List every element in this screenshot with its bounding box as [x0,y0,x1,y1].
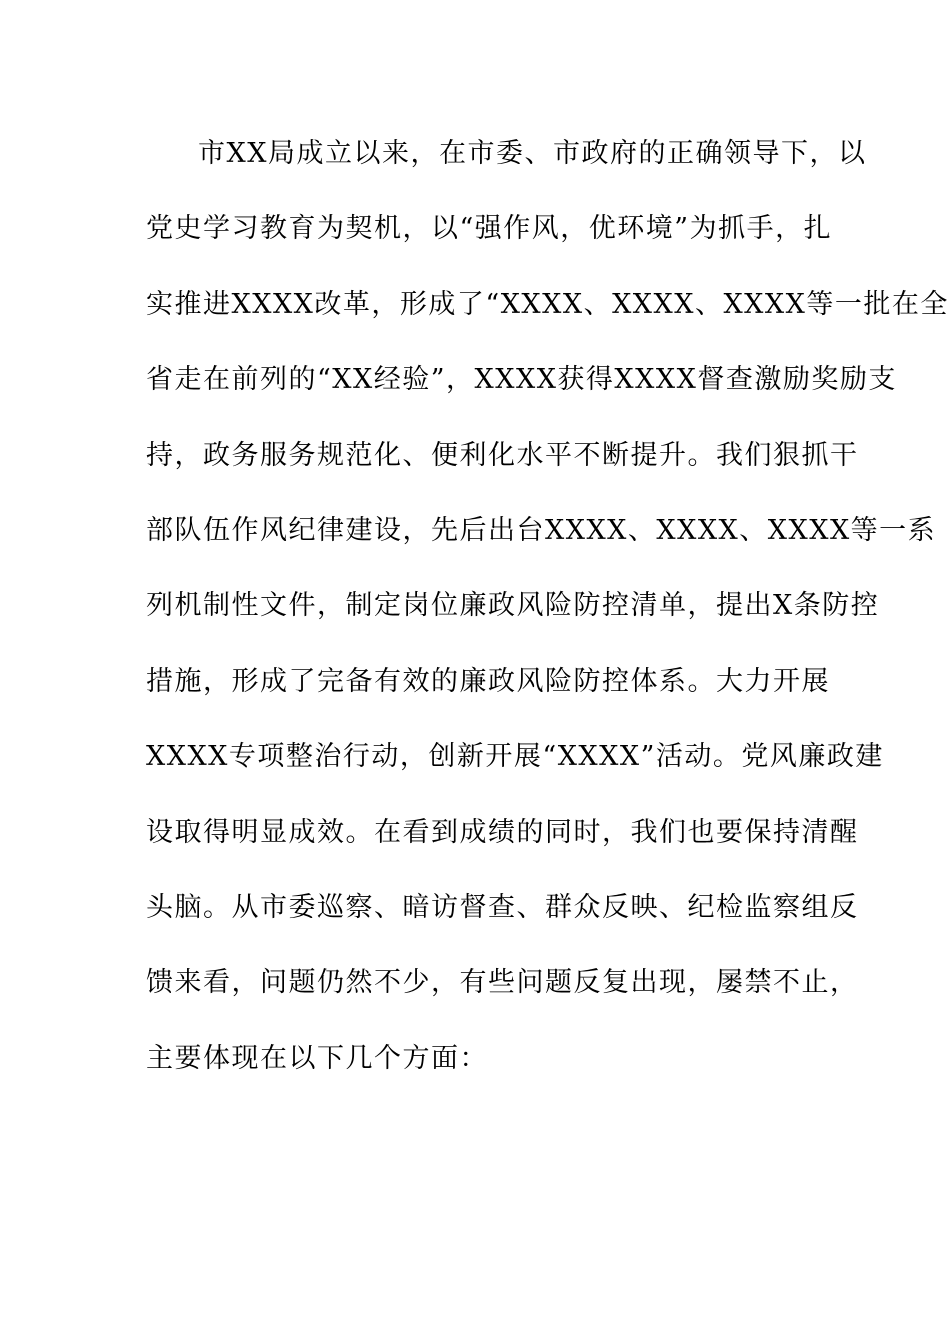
paragraph-line: 市XX局成立以来，在市委、市政府的正确领导下，以 [198,138,867,169]
paragraph-line: 列机制性文件，制定岗位廉政风险防控清单，提出X条防控 [146,590,880,622]
paragraph-line: 党史学习教育为契机，以“强作风，优环境”为抓手，扎 [146,213,833,245]
paragraph-line: 省走在前列的“XX经验”，XXXX获得XXXX督查激励奖励支 [146,364,897,396]
paragraph-line: 主要体现在以下几个方面： [146,1042,488,1074]
paragraph-line: 部队伍作风纪律建设，先后出台XXXX、XXXX、XXXX等一系 [146,514,937,546]
paragraph-line: 馈来看，问题仍然不少，有些问题反复出现，屡禁不止， [146,967,859,999]
paragraph-line: XXXX专项整治行动，创新开展“XXXX”活动。党风廉政建 [146,741,884,773]
paragraph-line: 设取得明显成效。在看到成绩的同时，我们也要保持清醒 [146,816,859,848]
paragraph-line: 措施，形成了完备有效的廉政风险防控体系。大力开展 [146,665,830,697]
paragraph-line: 实推进XXXX改革，形成了“XXXX、XXXX、XXXX等一批在全 [146,288,949,320]
paragraph-line: 头脑。从市委巡察、暗访督查、群众反映、纪检监察组反 [146,891,859,923]
paragraph-line: 持，政务服务规范化、便利化水平不断提升。我们狠抓干 [146,439,859,471]
body-paragraph [146,131,949,1111]
